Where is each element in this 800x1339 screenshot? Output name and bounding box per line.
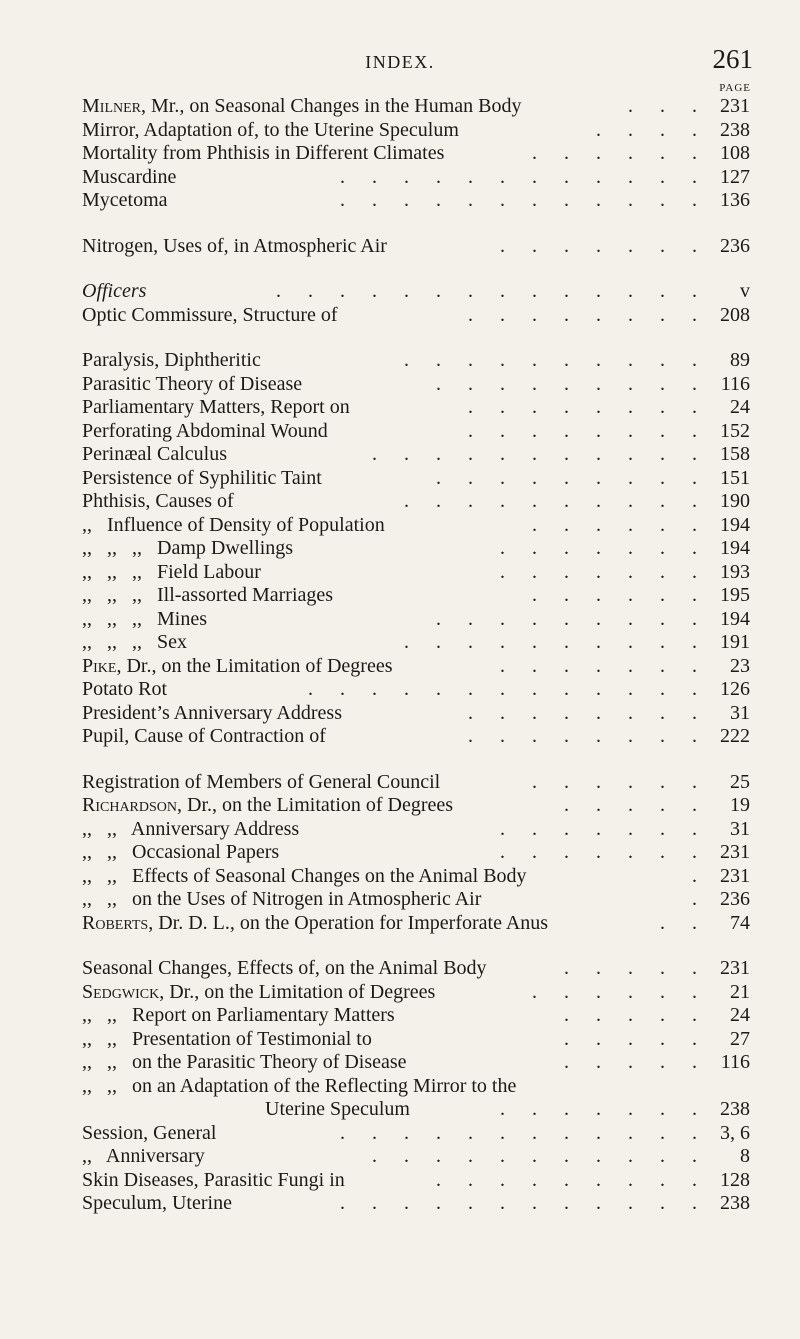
- dot-leader: . . . . . . . .: [468, 725, 708, 747]
- section-gap: [0, 935, 800, 957]
- dot-leader: . . . . . .: [532, 584, 708, 606]
- entry-page-ref: 24: [730, 1004, 750, 1026]
- index-entry: [0, 396, 800, 420]
- dot-leader: . . . . .: [564, 1027, 708, 1050]
- entry-page-ref: v: [740, 280, 750, 302]
- dot-leader: . . . . . . .: [500, 841, 708, 863]
- dot-leader: . .: [660, 911, 708, 934]
- entry-page-ref: 3, 6: [720, 1121, 750, 1144]
- entry-text: Pike, Dr., on the Limitation of Degrees: [82, 654, 393, 677]
- index-entry: [0, 1028, 800, 1052]
- entry-page-ref: 190: [720, 490, 750, 512]
- entry-text: ,, ,, Report on Parliamentary Matters: [82, 1004, 395, 1026]
- dot-leader: . . . . . . . . . .: [404, 349, 708, 371]
- entry-text: Officers: [82, 280, 147, 302]
- entry-text: Registration of Members of General Council: [82, 770, 441, 793]
- entry-text: President’s Anniversary Address: [82, 701, 342, 724]
- entry-page-ref: 238: [720, 1098, 750, 1120]
- index-entry: [0, 631, 800, 655]
- dot-leader: . . . . . . . . .: [436, 607, 708, 630]
- index-entry: [0, 725, 800, 749]
- index-entry: [0, 235, 800, 259]
- dot-leader: . . . . .: [564, 1004, 708, 1026]
- dot-leader: . . . . . . . . .: [436, 1168, 708, 1191]
- entry-page-ref: 19: [730, 794, 750, 816]
- index-entry: [0, 1192, 800, 1216]
- entry-text: Parasitic Theory of Disease: [82, 372, 303, 395]
- dot-leader: . . . . .: [564, 1051, 708, 1073]
- entry-page-ref: 151: [720, 466, 750, 489]
- entry-page-ref: 236: [720, 888, 750, 910]
- index-entry: [0, 981, 800, 1005]
- running-title: INDEX.: [365, 52, 435, 72]
- index-entry: [0, 1122, 800, 1146]
- entry-text: ,, ,, on an Adaptation of the Reflecting Mirror to the: [82, 1074, 517, 1097]
- entry-text: Uterine Speculum: [265, 1098, 410, 1120]
- index-entry: [0, 142, 800, 166]
- index-entry: [0, 373, 800, 397]
- dot-leader: . . . . . .: [532, 770, 708, 793]
- dot-leader: . . . . . . . . . . . .: [340, 165, 708, 188]
- entry-page-ref: 8: [740, 1145, 750, 1167]
- entry-text: Mortality from Phthisis in Different Climates: [82, 142, 445, 164]
- entry-text: ,, ,, Presentation of Testimonial to: [82, 1027, 372, 1050]
- entry-page-ref: 116: [720, 1051, 750, 1073]
- section-gap: [0, 327, 800, 349]
- entry-text: ,, ,, ,, Mines: [82, 607, 207, 630]
- entry-page-ref: 231: [720, 95, 750, 117]
- entry-text: ,, ,, ,, Sex: [82, 631, 187, 653]
- index-entry: [0, 1075, 800, 1099]
- index-entry: [0, 771, 800, 795]
- entry-text: Sedgwick, Dr., on the Limitation of Degrees: [82, 980, 436, 1003]
- dot-leader: . . . . . . . . . . .: [372, 443, 708, 465]
- entry-text: ,, ,, Effects of Seasonal Changes on the Animal Body: [82, 864, 527, 887]
- entry-text: Skin Diseases, Parasitic Fungi in: [82, 1168, 345, 1191]
- index-entry: [0, 189, 800, 213]
- entry-page-ref: 158: [720, 443, 750, 465]
- dot-leader: . . . . . . .: [500, 817, 708, 840]
- entry-text: Seasonal Changes, Effects of, on the Animal Body: [82, 957, 487, 979]
- entry-page-ref: 194: [720, 513, 750, 536]
- index-entry: [0, 1051, 800, 1075]
- index-entry: [0, 1145, 800, 1169]
- dot-leader: . . . . . . . . .: [436, 372, 708, 395]
- entry-page-ref: 194: [720, 537, 750, 559]
- index-entry: [0, 561, 800, 585]
- dot-leader: . . . . . . . . . . .: [372, 1145, 708, 1167]
- dot-leader: .: [692, 888, 708, 910]
- dot-leader: . . . . .: [564, 794, 708, 816]
- dot-leader: . . . . . . . . .: [436, 466, 708, 489]
- entry-text: Milner, Mr., on Seasonal Changes in the Human Body: [82, 95, 522, 117]
- index-entry: [0, 1004, 800, 1028]
- entry-text: Mirror, Adaptation of, to the Uterine Speculum: [82, 118, 459, 141]
- entry-text: Persistence of Syphilitic Taint: [82, 466, 322, 489]
- entry-page-ref: 128: [720, 1168, 750, 1191]
- entry-page-ref: 222: [720, 725, 750, 747]
- dot-leader: . . . . . . . .: [468, 419, 708, 442]
- index-entry: [0, 841, 800, 865]
- index-entry: [0, 957, 800, 981]
- entry-text: ,, ,, ,, Damp Dwellings: [82, 537, 294, 559]
- index-entry: [0, 420, 800, 444]
- index-entry: [0, 467, 800, 491]
- entry-page-ref: 89: [730, 349, 750, 371]
- entry-page-ref: 208: [720, 303, 750, 326]
- dot-leader: . . . . . . . . . .: [404, 631, 708, 653]
- index-entry: [0, 166, 800, 190]
- entry-text: Session, General: [82, 1121, 217, 1144]
- dot-leader: . . . . . . .: [500, 537, 708, 559]
- dot-leader: . . . . . . .: [500, 560, 708, 583]
- entry-text: Roberts, Dr. D. L., on the Operation for Imperforate Anus: [82, 911, 549, 934]
- dot-leader: . . . . . . . . . . . . .: [308, 678, 708, 700]
- index-entry: [0, 678, 800, 702]
- index-entry: [0, 443, 800, 467]
- page-number: 261: [712, 44, 753, 74]
- dot-leader: . . . . . . . . . . . .: [340, 1192, 708, 1214]
- index-entry: [0, 119, 800, 143]
- entry-page-ref: 27: [730, 1027, 750, 1050]
- index-entry: [0, 655, 800, 679]
- index-entry: [0, 1169, 800, 1193]
- section-gap: [0, 258, 800, 280]
- entry-page-ref: 74: [730, 911, 750, 934]
- entry-text: Potato Rot: [82, 678, 168, 700]
- index-entry: [0, 1098, 800, 1122]
- entry-page-ref: 31: [730, 817, 750, 840]
- index-entry: [0, 608, 800, 632]
- dot-leader: . . .: [628, 95, 708, 117]
- entry-text: ,, Influence of Density of Population: [82, 513, 385, 536]
- entry-page-ref: 191: [720, 631, 750, 653]
- entry-page-ref: 238: [720, 1192, 750, 1214]
- entry-text: Richardson, Dr., on the Limitation of Degrees: [82, 794, 454, 816]
- entry-page-ref: 236: [720, 234, 750, 257]
- page-column-label: PAGE: [719, 82, 751, 94]
- entry-page-ref: 231: [720, 957, 750, 979]
- dot-leader: . . . . . . . .: [468, 303, 708, 326]
- dot-leader: . . . . . . .: [500, 1098, 708, 1120]
- dot-leader: . . . . . . . .: [468, 396, 708, 418]
- dot-leader: . . . . . .: [532, 513, 708, 536]
- entry-page-ref: 194: [720, 607, 750, 630]
- entry-page-ref: 31: [730, 701, 750, 724]
- entry-text: Pupil, Cause of Contraction of: [82, 725, 326, 747]
- index-entry: [0, 490, 800, 514]
- dot-leader: .: [692, 864, 708, 887]
- entry-text: ,, Anniversary: [82, 1145, 205, 1167]
- entry-page-ref: 136: [720, 189, 750, 211]
- entry-page-ref: 25: [730, 770, 750, 793]
- dot-leader: . . . . . . .: [500, 654, 708, 677]
- dot-leader: . . . . . . . . . .: [404, 490, 708, 512]
- entry-page-ref: 126: [720, 678, 750, 700]
- entry-text: ,, ,, ,, Ill-assorted Marriages: [82, 584, 334, 606]
- index-entry: [0, 95, 800, 119]
- entry-page-ref: 116: [720, 372, 750, 395]
- index-entry: [0, 349, 800, 373]
- entry-text: Muscardine: [82, 165, 177, 188]
- entry-text: ,, ,, Occasional Papers: [82, 841, 280, 863]
- entry-text: Perforating Abdominal Wound: [82, 419, 328, 442]
- section-gap: [0, 213, 800, 235]
- entry-page-ref: 231: [720, 864, 750, 887]
- entry-page-ref: 238: [720, 118, 750, 141]
- entry-text: Mycetoma: [82, 189, 168, 211]
- dot-leader: . . . .: [596, 118, 708, 141]
- entry-page-ref: 193: [720, 560, 750, 583]
- dot-leader: . . . . . . . .: [468, 701, 708, 724]
- index-entry: [0, 794, 800, 818]
- dot-leader: . . . . .: [564, 957, 708, 979]
- index-entry: [0, 537, 800, 561]
- index-entry: [0, 514, 800, 538]
- entry-text: Paralysis, Diphtheritic: [82, 349, 261, 371]
- entry-text: Speculum, Uterine: [82, 1192, 232, 1214]
- page-header: [0, 44, 800, 88]
- index-entry: [0, 912, 800, 936]
- entry-page-ref: 24: [730, 396, 750, 418]
- entry-text: Nitrogen, Uses of, in Atmospheric Air: [82, 234, 387, 257]
- section-gap: [0, 749, 800, 771]
- entry-page-ref: 23: [730, 654, 750, 677]
- entry-page-ref: 21: [730, 980, 750, 1003]
- index-entry: [0, 865, 800, 889]
- entry-text: Optic Commissure, Structure of: [82, 303, 338, 326]
- index-entry: [0, 280, 800, 304]
- entry-page-ref: 152: [720, 419, 750, 442]
- index-entry: [0, 888, 800, 912]
- entry-text: ,, ,, on the Parasitic Theory of Disease: [82, 1051, 407, 1073]
- entry-text: ,, ,, Anniversary Address: [82, 817, 300, 840]
- dot-leader: . . . . . . . . . . . .: [340, 1121, 708, 1144]
- entry-page-ref: 127: [720, 165, 750, 188]
- entry-text: Perinæal Calculus: [82, 443, 227, 465]
- entry-text: Parliamentary Matters, Report on: [82, 396, 350, 418]
- entry-text: Phthisis, Causes of: [82, 490, 234, 512]
- dot-leader: . . . . . . . . . . . .: [340, 189, 708, 211]
- entry-text: ,, ,, ,, Field Labour: [82, 560, 261, 583]
- dot-leader: . . . . . .: [532, 980, 708, 1003]
- index-entry: [0, 304, 800, 328]
- dot-leader: . . . . . . . . . . . . . .: [276, 280, 708, 302]
- index-entry: [0, 584, 800, 608]
- index-entry: [0, 702, 800, 726]
- dot-leader: . . . . . .: [532, 142, 708, 164]
- entry-page-ref: 108: [720, 142, 750, 164]
- dot-leader: . . . . . . .: [500, 234, 708, 257]
- entry-text: ,, ,, on the Uses of Nitrogen in Atmospheric Air: [82, 888, 482, 910]
- index-entries: [0, 95, 800, 1216]
- entry-page-ref: 195: [720, 584, 750, 606]
- index-entry: [0, 818, 800, 842]
- entry-page-ref: 231: [720, 841, 750, 863]
